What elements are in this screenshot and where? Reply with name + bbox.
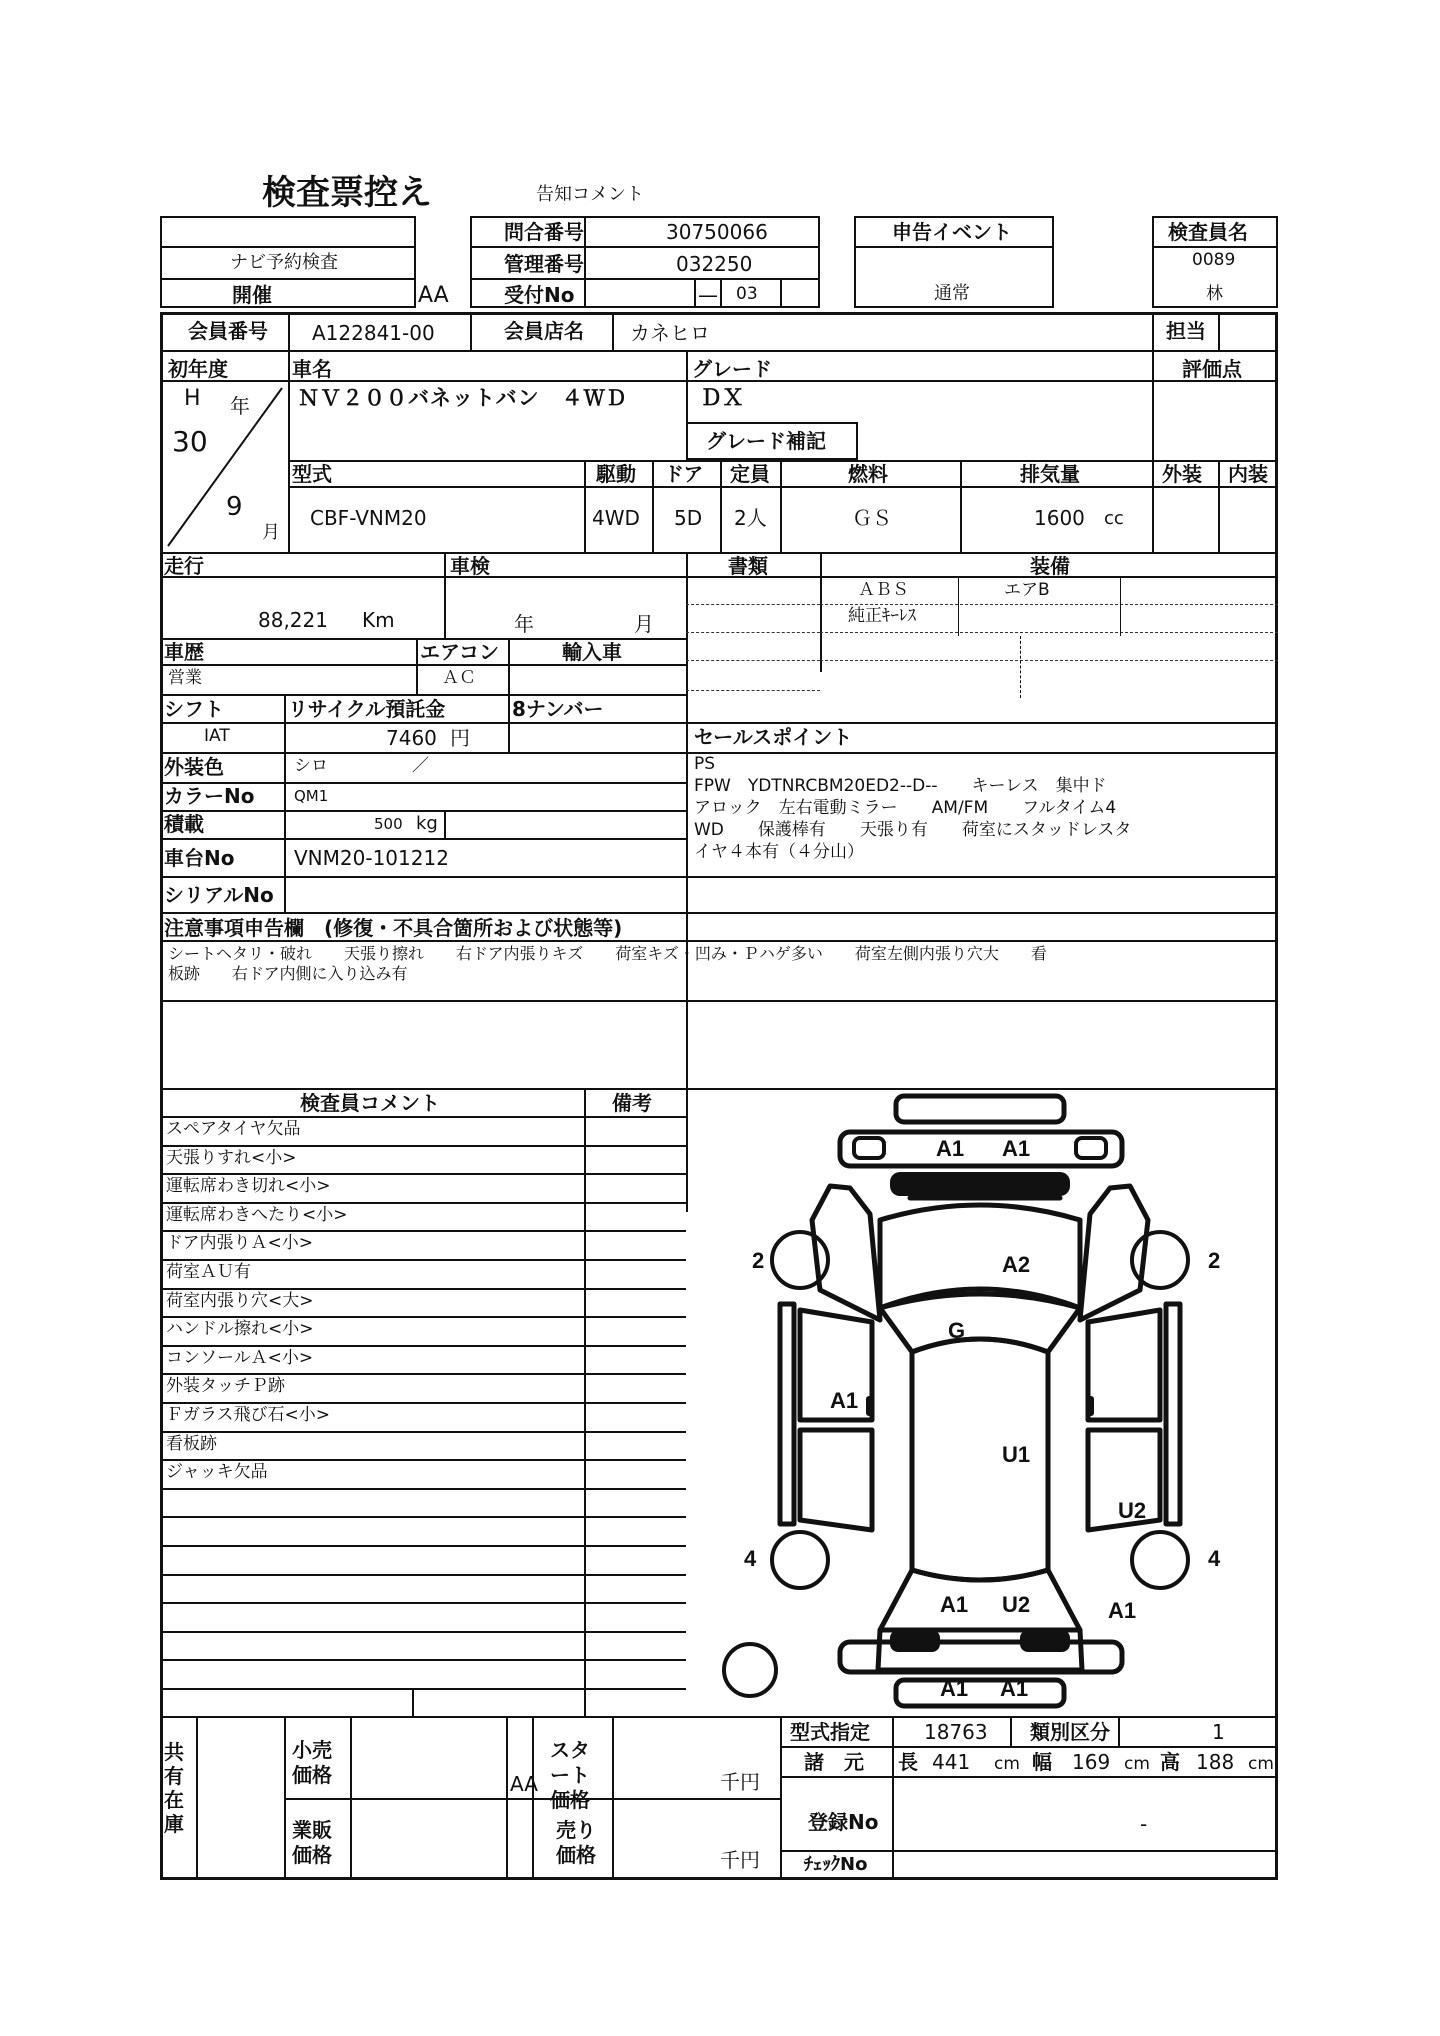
- aa-label: AA: [510, 1772, 538, 1796]
- comment-row-line: [160, 1488, 686, 1490]
- import-label: 輸入車: [562, 640, 622, 664]
- equipment-item: 純正ｷｰﾚｽ: [848, 606, 916, 626]
- front-bumper-top: [896, 1096, 1064, 1122]
- wheel-number: 2: [1208, 1248, 1221, 1273]
- navi-label: ナビ予約検査: [230, 252, 338, 273]
- door-label: ドア: [664, 462, 704, 486]
- front-grille: [890, 1172, 1070, 1196]
- notes-line: 板跡 右ドア内側に入り込み有: [168, 964, 408, 983]
- rear-bumper-bottom: [896, 1680, 1064, 1706]
- category-value: 1: [1212, 1720, 1225, 1744]
- model-designation-label: 型式指定: [790, 1720, 870, 1744]
- comment-row-line: [160, 1116, 686, 1118]
- capacity-value: 2人: [734, 506, 767, 530]
- grade-label: グレード: [692, 357, 772, 381]
- recycle-value: 7460: [386, 726, 437, 750]
- inspector-comment-item: 荷室ＡＵ有: [166, 1262, 251, 1282]
- remarks-label: 備考: [612, 1091, 652, 1115]
- score-label: 評価点: [1182, 357, 1242, 381]
- right-handle: [1086, 1396, 1094, 1416]
- width-value: 169: [1072, 1750, 1111, 1774]
- color-no-label: カラーNo: [164, 784, 255, 808]
- inspector-comment-item: ドア内張りＡ<小>: [166, 1233, 313, 1253]
- inspector-comment-item: 天張りすれ<小>: [166, 1148, 297, 1168]
- windshield: [880, 1289, 1080, 1352]
- shop-name: カネヒロ: [630, 321, 710, 345]
- length-label: 長: [898, 1750, 918, 1774]
- first-reg-month: 9: [226, 492, 243, 522]
- inspector-name: 林: [1206, 284, 1223, 304]
- chassis-label: 車台No: [164, 846, 235, 870]
- shift-label: シフト: [164, 697, 224, 721]
- comment-row-line: [160, 1345, 686, 1347]
- equipment-label: 装備: [1030, 554, 1070, 578]
- left-front-fender: [812, 1186, 880, 1320]
- inspector-comment-item: 運転席わきへたり<小>: [166, 1205, 348, 1225]
- equipment-item: エアB: [1004, 580, 1050, 600]
- comment-row-line: [160, 1459, 686, 1461]
- serial-label: シリアルNo: [164, 883, 274, 907]
- member-no: A122841-00: [312, 321, 435, 345]
- comment-row-line: [160, 1659, 686, 1661]
- hood: [880, 1205, 1080, 1308]
- spare-wheel: [724, 1644, 776, 1696]
- inspection-label: 車検: [450, 554, 490, 578]
- inspector-comment-item: 荷室内張り穴<大>: [166, 1291, 314, 1311]
- damage-mark: A1: [940, 1676, 969, 1701]
- grade-supp-label: グレード補記: [706, 429, 826, 453]
- model-label: 型式: [292, 462, 332, 486]
- load-value: 500: [374, 815, 403, 833]
- documents-label: 書類: [728, 554, 768, 578]
- inspector-comment-item: スペアタイヤ欠品: [166, 1119, 301, 1139]
- ac-label: エアコン: [420, 640, 499, 664]
- start-price-unit: 千円: [720, 1770, 760, 1794]
- staff-label: 担当: [1166, 319, 1206, 343]
- comment-row-line: [160, 1602, 686, 1604]
- history-value: 営業: [168, 668, 202, 688]
- damage-mark: U1: [1002, 1442, 1031, 1467]
- width-unit: cm: [1124, 1754, 1150, 1774]
- inspection-month-label: 月: [634, 612, 654, 636]
- comment-row-line: [160, 1431, 686, 1433]
- wheel-rear-left: [772, 1532, 828, 1588]
- inspector-comment-item: 外装タッチＰ跡: [166, 1376, 285, 1396]
- sell-price-unit: 千円: [720, 1848, 760, 1872]
- sales-point-line: WD 保護棒有 天張り有 荷室にスタッドレスタ: [694, 820, 1132, 840]
- inspector-comment-item: ジャッキ欠品: [166, 1462, 268, 1482]
- first-reg-label: 初年度: [168, 357, 228, 381]
- mileage-unit: Km: [362, 608, 395, 632]
- damage-mark: A1: [936, 1136, 965, 1161]
- comment-row-line: [160, 1145, 686, 1147]
- sales-point-line: アロック 左右電動ミラー AM/FM フルタイム4: [694, 798, 1117, 818]
- sell-price-label: 売り価格: [556, 1818, 596, 1867]
- inspector-comment-item: 運転席わき切れ<小>: [166, 1176, 331, 1196]
- number8-label: 8ナンバー: [512, 697, 604, 721]
- reception-no-label: 受付No: [504, 283, 575, 307]
- height-unit: cm: [1248, 1754, 1274, 1774]
- page-title: 検査票控え: [262, 173, 432, 213]
- mileage-label: 走行: [164, 554, 204, 578]
- wheel-number: 4: [1208, 1546, 1221, 1571]
- venue-label: 開催: [232, 283, 272, 307]
- damage-mark: A1: [1000, 1676, 1029, 1701]
- sales-point-line: FPW YDTNRCBM20ED2--D-- キーレス 集中ド: [694, 776, 1107, 796]
- recycle-yen: 円: [450, 726, 470, 750]
- inquiry-no: 30750066: [666, 220, 768, 244]
- capacity-label: 定員: [730, 462, 770, 486]
- inspector-comments-label: 検査員コメント: [300, 1091, 440, 1115]
- color-no-value: QM1: [294, 787, 329, 805]
- comment-row-line: [160, 1402, 686, 1404]
- first-reg-year: 30: [172, 425, 208, 458]
- displacement-label: 排気量: [1020, 462, 1080, 486]
- damage-mark: A1: [830, 1388, 859, 1413]
- front-lamp-right: [1076, 1138, 1106, 1158]
- reception-no: 03: [736, 284, 758, 304]
- sales-point-line: イヤ４本有（４分山）: [694, 842, 864, 862]
- damage-mark: A2: [1002, 1252, 1031, 1277]
- wheel-rear-right: [1132, 1532, 1188, 1588]
- sales-point-line: PS: [694, 754, 716, 774]
- height-label: 高: [1160, 1750, 1180, 1774]
- door-value: 5D: [674, 506, 703, 530]
- car-damage-diagram: [700, 1090, 1260, 1710]
- report-event-value: 通常: [934, 283, 970, 304]
- wheel-number: 2: [752, 1248, 765, 1273]
- color-slash: ／: [412, 756, 429, 776]
- rear-lamp-left: [890, 1630, 940, 1652]
- inspector-comment-item: コンソールＡ<小>: [166, 1348, 314, 1368]
- damage-mark: U2: [1118, 1498, 1147, 1523]
- ac-value: ＡＣ: [442, 668, 476, 688]
- comment-row-line: [160, 1202, 686, 1204]
- damage-mark: A1: [940, 1592, 969, 1617]
- inspector-code: 0089: [1192, 250, 1236, 270]
- fuel-value: ＧＳ: [852, 506, 892, 530]
- retail-price-label: 小売価格: [292, 1738, 332, 1787]
- mileage-value: 88,221: [258, 608, 328, 632]
- category-label: 類別区分: [1030, 1720, 1110, 1744]
- damage-mark: G: [948, 1318, 966, 1343]
- front-lamp-left: [854, 1138, 884, 1158]
- color-value: シロ: [294, 756, 328, 776]
- member-no-label: 会員番号: [188, 319, 268, 343]
- inspector-comment-item: Ｆガラス飛び石<小>: [166, 1405, 330, 1425]
- left-side-step: [780, 1304, 794, 1524]
- inspector-comment-item: 看板跡: [166, 1434, 217, 1454]
- wheel-front-right: [1132, 1232, 1188, 1288]
- comment-row-line: [160, 1545, 686, 1547]
- wholesale-price-label: 業販価格: [292, 1818, 332, 1867]
- length-unit: cm: [994, 1754, 1020, 1774]
- height-value: 188: [1196, 1750, 1235, 1774]
- length-value: 441: [932, 1750, 971, 1774]
- first-reg-year-label: 年: [230, 394, 250, 418]
- model-value: CBF-VNM20: [310, 506, 427, 530]
- load-unit: kg: [416, 813, 438, 834]
- notes-line: シートヘタリ・破れ 天張り擦れ 右ドア内張りキズ 荷室キズ・凹み・Ｐハゲ多い 荷室左側内張り穴大 看: [168, 944, 1047, 963]
- recycle-label: リサイクル預託金: [288, 697, 446, 721]
- notice-comment-label: 告知コメント: [536, 184, 644, 205]
- comment-row-line: [160, 1316, 686, 1318]
- chassis-value: VNM20-101212: [294, 846, 449, 870]
- inspection-year-label: 年: [514, 612, 534, 636]
- car-name: ＮＶ２００バネットバン ４ＷＤ: [298, 386, 628, 410]
- report-event-label: 申告イベント: [892, 220, 1012, 244]
- check-no-label: ﾁｪｯｸNo: [804, 1854, 868, 1875]
- wheel-front-left: [772, 1232, 828, 1288]
- right-side-step: [1166, 1304, 1180, 1524]
- shared-stock-label: 共有在庫: [164, 1740, 184, 1836]
- start-price-label: スタート価格: [550, 1738, 590, 1812]
- damage-mark: U2: [1002, 1592, 1031, 1617]
- comment-row-line: [160, 1259, 686, 1261]
- comment-row-line: [160, 1230, 686, 1232]
- interior-grade-label: 内装: [1228, 462, 1268, 486]
- comment-row-line: [160, 1288, 686, 1290]
- first-reg-month-label: 月: [262, 522, 280, 543]
- exterior-grade-label: 外装: [1162, 462, 1202, 486]
- left-rear-door: [800, 1430, 872, 1530]
- rear-window: [880, 1570, 1080, 1630]
- mgmt-no-label: 管理番号: [504, 252, 584, 276]
- damage-mark: A1: [1108, 1598, 1137, 1623]
- color-label: 外装色: [164, 755, 224, 779]
- load-label: 積載: [164, 812, 204, 836]
- sales-point-label: セールスポイント: [694, 725, 853, 749]
- comment-row-line: [160, 1574, 686, 1576]
- registration-value: -: [1140, 1812, 1148, 1836]
- left-handle: [866, 1396, 874, 1416]
- fuel-label: 燃料: [848, 462, 888, 486]
- displacement-unit: cc: [1104, 508, 1124, 529]
- history-label: 車歴: [164, 640, 204, 664]
- venue-value: AA: [418, 283, 449, 308]
- width-label: 幅: [1032, 1750, 1052, 1774]
- drive-label: 駆動: [596, 462, 636, 486]
- right-front-fender: [1080, 1186, 1148, 1320]
- registration-label: 登録No: [808, 1810, 879, 1834]
- reception-dash: —: [698, 283, 718, 307]
- comment-row-line: [160, 1173, 686, 1175]
- right-front-door: [1088, 1310, 1160, 1420]
- mgmt-no: 032250: [676, 252, 753, 276]
- shop-label: 会員店名: [504, 319, 584, 343]
- specs-label: 諸 元: [804, 1750, 864, 1774]
- grade-value: ＤＸ: [700, 386, 745, 411]
- drive-value: 4WD: [592, 506, 640, 530]
- rear-lamp-right: [1020, 1630, 1070, 1652]
- comment-row-line: [160, 1631, 686, 1633]
- notes-label: 注意事項申告欄 (修復・不具合箇所および状態等): [164, 916, 623, 940]
- comment-row-line: [160, 1516, 686, 1518]
- inspector-comment-item: ハンドル擦れ<小>: [166, 1319, 314, 1339]
- first-reg-era: H: [184, 386, 201, 411]
- inspector-label: 検査員名: [1168, 220, 1248, 244]
- comment-row-line: [160, 1373, 686, 1375]
- damage-mark: A1: [1002, 1136, 1031, 1161]
- displacement-value: 1600: [1034, 506, 1085, 530]
- wheel-number: 4: [744, 1546, 757, 1571]
- inquiry-no-label: 問合番号: [504, 220, 584, 244]
- equipment-item: ＡＢＳ: [858, 580, 909, 600]
- car-name-label: 車名: [292, 357, 332, 381]
- shift-value: IAT: [204, 726, 230, 746]
- model-designation-value: 18763: [924, 1720, 988, 1744]
